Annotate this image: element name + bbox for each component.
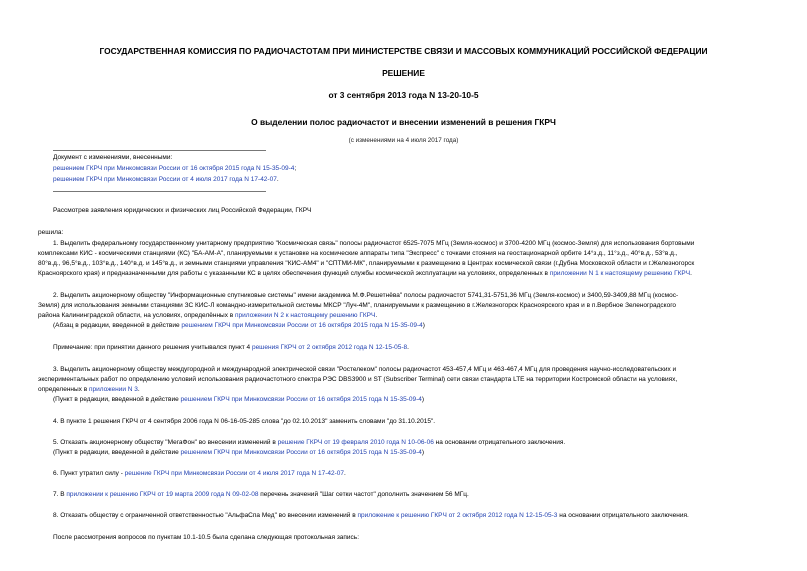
edition-note-link[interactable]: решением ГКРЧ при Минкомсвязи России от 16 октября 2015 года N 15-35-09-4 (180, 396, 422, 403)
item-7-text: 7. В (53, 491, 67, 498)
item-3-text: определенных в (38, 386, 89, 393)
item-1-line: 80°в.д., 96,5°в.д., 103°в.д., 140°в.д. и 145°в.д., и земными станциями управления "КИС-АМ4" и "СПТМИ-МК", планируемыми к размещению в Центрах космической связи (г.Дубна Московской области и г.Железногорск (38, 260, 695, 267)
changes-list-item (53, 175, 279, 186)
item-6-text: 6. Пункт утратил силу - (53, 470, 125, 477)
item-1-text: Красноярского края) и предназначенными для работы с указанными КС в целях обеспечения функций службы космической эксплуатации на условиях, определенных в (38, 270, 550, 277)
amendment-link-2017[interactable]: решением ГКРЧ при Минкомсвязи России от 4 июля 2017 года N 17-42-07 (53, 176, 277, 183)
list-separator: ; (294, 165, 297, 172)
item-2-end: . (375, 312, 378, 319)
remark-text: Примечание: при принятии данного решения учитывался пункт 4 (53, 344, 252, 351)
item-6-end: . (344, 470, 346, 477)
item-2-line: Земля) для использования земными станциями ЗС КИС-Л командно-измерительной системы МКСР "Луч-4М", планируемыми к размещению в г.Железногорск Красноярского края и в п.Вербное Зеленоградского (38, 302, 677, 309)
item-5-end: на основании отрицательного заключения. (433, 439, 566, 446)
item-2-line (38, 311, 377, 322)
item-3-line (38, 385, 140, 396)
item-8-text: 8. Отказать обществу с ограниченной ответственностью "АльфаСпа Мед" во внесении изменений в (53, 512, 358, 519)
edition-note-text: (Абзац в редакции, введенной в действие (53, 322, 182, 329)
document-date-number: от 3 сентября 2013 года N 13-20-10-5 (328, 90, 479, 100)
repeal-decision-link[interactable]: решение ГКРЧ при Минкомсвязи России от 4 июля 2017 года N 17-42-07 (124, 470, 345, 477)
appendix-2012-link[interactable]: приложение к решению ГКРЧ от 2 октября 2012 года N 12-15-05-3 (357, 512, 558, 519)
edition-note-end: ) (421, 449, 425, 456)
item-2-edition-note (53, 321, 425, 332)
edition-note-text: (Пункт в редакции, введенной в действие (53, 396, 181, 403)
protocol-note: После рассмотрения вопросов по пунктам 10.1-10.5 была сделана следующая протокольная запись: (53, 534, 360, 541)
item-3-line: экспериментальных работ по определению условий использования радиочастотного спектра РЭС DBS3900 и ST (Subscriber Terminal) сети связи стандарта LTE на территории Костромской области на условиях, (38, 376, 678, 383)
remark-line (53, 343, 409, 354)
item-5-line (53, 438, 565, 449)
item-5-edition-note (53, 448, 424, 459)
changes-list-item (53, 164, 296, 175)
item-4-line: 4. В пункте 1 решения ГКРЧ от 4 сентября 2006 года N 06-16-05-285 слова "до 02.10.2013" заменить словами "до 31.10.2015". (53, 418, 436, 425)
item-2-line: 2. Выделить акционерному обществу "Информационные спутниковые системы" имени академика М.Ф.Решетнёва" полосы радиочастот 5741,31-5751,36 МГц (Земля-космос) и 3400,59-3409,88 МГц (космос- (53, 292, 679, 299)
issuing-authority: ГОСУДАРСТВЕННАЯ КОМИССИЯ ПО РАДИОЧАСТОТАМ ПРИ МИНИСТЕРСТВЕ СВЯЗИ И МАССОВЫХ КОММУНИКАЦИЙ РОССИЙСКОЙ ФЕДЕРАЦИИ (99, 46, 708, 56)
edition-note-link[interactable]: решением ГКРЧ при Минкомсвязи России от 16 октября 2015 года N 15-35-09-4 (180, 449, 422, 456)
appendix-2-link[interactable]: приложении N 2 к настоящему решению ГКРЧ (235, 312, 376, 319)
item-2-text: района Калининградской области, на условиях, определённых в (38, 312, 236, 319)
decision-2010-link[interactable]: решение ГКРЧ от 19 февраля 2010 года N 10-06-06 (277, 439, 434, 446)
appendix-1-link[interactable]: приложении N 1 к настоящему решению ГКРЧ (549, 270, 691, 277)
appendix-3-link[interactable]: приложении N 3 (89, 386, 138, 393)
remark-link[interactable]: решения ГКРЧ от 2 октября 2012 года N 12-15-05-8 (251, 344, 408, 351)
considering-paragraph: Рассмотрев заявления юридических и физических лиц Российской Федерации, ГКРЧ (53, 207, 312, 214)
decided-label: решила: (38, 229, 64, 236)
remark-end: . (407, 344, 409, 351)
document-title: О выделении полос радиочастот и внесении изменений в решения ГКРЧ (251, 117, 556, 127)
list-separator: . (276, 176, 279, 183)
edition-note-end: ) (421, 396, 425, 403)
revision-note: (с изменениями на 4 июля 2017 года) (348, 137, 459, 144)
changes-bottom-rule (53, 191, 266, 192)
appendix-2009-link[interactable]: приложении к решению ГКРЧ от 19 марта 2009 года N 09-02-08 (66, 491, 259, 498)
item-3-end: . (137, 386, 140, 393)
item-5-text: 5. Отказать акционерному обществу "МегаФон" во внесении изменений в (53, 439, 278, 446)
amendment-link-2015[interactable]: решением ГКРЧ при Минкомсвязи России от 16 октября 2015 года N 15-35-09-4 (53, 165, 295, 172)
item-3-edition-note (53, 395, 424, 406)
document-type: РЕШЕНИЕ (382, 68, 425, 78)
item-1-line: 1. Выделить федеральному государственному унитарному предприятию "Космическая связь" полосы радиочастот 6525-7075 МГц (Земля-космос) и 3700-4200 МГц (космос-Земля) для использования бортовыми (53, 240, 695, 247)
item-6-line (53, 469, 346, 480)
item-8-end: на основании отрицательного заключения. (557, 512, 689, 519)
item-1-end: . (690, 270, 692, 277)
item-3-line: 3. Выделить акционерному обществу междугородной и международной электрической связи "Ростелеком" полосы радиочастот 453-457,4 МГц и 463-467,4 МГц для проведения научно-исследовательских и (53, 366, 677, 373)
edition-note-text: (Пункт в редакции, введенной в действие (53, 449, 181, 456)
item-7-end: перечень значений "Шаг сетки частот" дополнить значением 56 МГц. (258, 491, 469, 498)
item-8-line (53, 511, 689, 522)
edition-note-end: ) (422, 322, 425, 329)
item-1-line: комплексами КИС - космическими станциями (КС) "БА-АМ-А", планируемыми к установке на космические аппараты типа "Экспресс" с точками стояния на геостационарной орбите 14°з.д., 11°з.д., 40°в.д., 53°в.д., (38, 250, 678, 257)
item-1-line (38, 269, 692, 280)
changes-intro: Документ с изменениями, внесенными: (53, 154, 173, 161)
changes-top-rule (53, 150, 266, 151)
item-7-line (53, 490, 469, 501)
edition-note-link[interactable]: решением ГКРЧ при Минкомсвязи России от 16 октября 2015 года N 15-35-09-4 (181, 322, 423, 329)
